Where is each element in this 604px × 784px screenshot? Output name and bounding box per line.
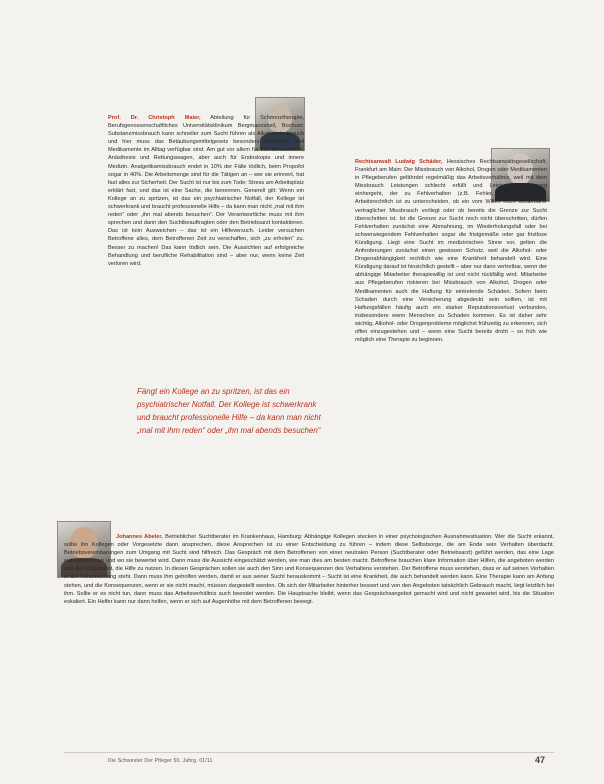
body-abeler: Betrieblicher Suchtberater im Krankenhaus, Hamburg: Abhängige Kollegen stecken in einer psychologischen Ausnahmesituation. Wer die Sucht erkannt, sollte ihn Kollegen oder Vorgesetzte dann ansprechen, diese Ansprechen ist zu einer Entscheidung zu führen – indem diese Selbstsorge, die am Ende sein Verhalten überdacht. Betriebsvereinbarungen zum Umgang mit Sucht sind hilfreich. Das Gespräch mit dem Betroffenen von einer neutralen Person (Suchtberater oder Betriebsarzt) geführt werden, das eine Lage wahrgenommen und wo sie bewertet wird. Dann muss die Aussicht eingeschätzt werden, wie man dies am besten macht. Betroffene brauchen klare Information über Hilfen, die angeboten werden und die Möglichkeit, die Hilfe zu nutzen. In diesen Gesprächen sollen sie auch den Sinn und Konsequenzen des Verhaltens verstehen. Der Betroffene muss verstehen, dass er auf seinen Verhalten in der Verantwortung steht. Dann muss ihm geholfen werden, damit er aus seiner Sucht herauskommt – Sucht ist eine Krankheit, die auch behandelt werden kann. Eine Therapie kann am Anfang stehen, und die Konsequenzen, wenn er sie nicht macht, müssen dargestellt werden. Ob sich der Mitarbeiter hinterher bessert und von den Angeboten tatsächlich Gebrauch macht, liegt letztlich bei ihm. Sollte er es nicht tun, dann muss das Arbeitsverhältnis auch beendet werden. Die Hauptsache bleibt, wenn das Gesprächsangebot gemacht wird und nicht gewartet wird, bis die Situation eskaliert. Ein Helfer kann nur dann helfen, wenn er sich auf Augenhöhe mit dem Betroffenen bewegt.: [64, 534, 554, 605]
name-schaeder: Rechtsanwalt Ludwig Schäder,: [355, 159, 443, 165]
footer-rule: [64, 752, 554, 753]
body-schaeder: Hessisches Rechtsanwaltsgesellschaft, Frankfurt am Main: Der Missbrauch von Alkohol, Drogen oder Medikamenten in Pflegeberufen gefährdet regelmäßig das Arbeitsverhältnis, weil mit dem Missbrauch Leistungen schlecht erfüllt und Leistungsverweigerung einhergeht, der zu Fehlverhalten (z.B. Fehler, Fehlzeiten) führt. Arbeitsrechtlich ist zu unterscheiden, ob ein vom Willen noch steuerbarer vertraglicher Missbrauch vorliegt oder ob bereits die Grenze zur Sucht überschritten ist. Ist die Grenze zur Sucht noch nicht überschritten, dürfen Fehlverhalten zunächst eine Abmahnung, im Wiederholungsfall oder bei schwerwiegendem Fehlverhalten sogar die fristgemäße oder gar fristlose Kündigung. Liegt eine Sucht im medizinischen Sinne vor, gelten die Anforderungen zunächst einen gewissen Schutz, weil die Alkohol- oder Drogenabhängigkeit rechtlich wie eine Krankheit behandelt wird. Eine Kündigung darauf ist hinsichtlich gestellt – aber nur dann vertretbar, wenn der abhängige Mitarbeiter therapiewillig ist und nicht rückfällig wird. Mitarbeiter aus Pflegeberufen riskieren bei Missbrauch von Alkohol, Drogen oder Medikamenten auch die Haftung für eintretende Schäden. Sofern beim Schaden durch eine Versicherung abgedeckt sein sollten, ist mit Haftungsfällen häufig auch ein starker Reputationsverlust verbunden, insbesondere wenn Menschen zu Schaden kommen. Es ist daher sehr wichtig, Alkohol- oder Drogenprobleme möglichst frühzeitig zu erkennen, sich offen einzugestehen und – wenn eine Sucht bereits droht – so früh wie möglich eine Therapie zu beginnen.: [355, 159, 547, 344]
statement-abeler: [64, 533, 554, 606]
statement-abeler-text: [64, 533, 554, 606]
statement-schaeder: [355, 158, 547, 344]
page-number: 47: [535, 755, 546, 765]
statement-maier-text: [108, 114, 304, 268]
statement-schaeder-text: [355, 158, 547, 344]
pull-quote: Fängt ein Kollege an zu spritzen, ist das ein psychiatrischer Notfall. Der Kollege ist schwerkrank und braucht professionelle Hilfe – da kann man nicht „mal mit ihm reden“ oder „ihn mal abends besuchen“: [137, 387, 321, 435]
name-abeler: Johannes Abeler,: [116, 534, 163, 540]
name-maier: Prof. Dr. Christoph Maier,: [108, 115, 201, 121]
statement-maier: [108, 114, 304, 268]
body-maier: Abteilung für Schmerztherapie, Berufsgenossenschaftliches Universitätsklinikum Bergmannsheil, Bochum: Substanzmissbrauch kann schneller zum Sucht führen als Alkoholmissbrauch und hier muss das Betäubungsmittelgesetz besonders gefährdet, weil Medikamente im Alltag verfügbar sind. Am gut vor allem für Intensivstationen, Anästhesie und Rettungswagen, aber auch für Endoskopie und innere Medizin. Analgetikamissbrauch endet in 10% der Fälle tödlich, beim Propofol sogar in 40%. Die Arbeitsmenge sind für die Tätigen an – wer sie erinnert, hat fast alles zur Sicherheit. Der Sucht ist nur bis zum Tode: Stress am Arbeitsplatz erklärt fast, und das ist eine Sache, die benennen. Generell gilt: Wenn ein Kollege an zu spritzen, ist das ein psychiatrischer Notfall, der Kollege ist schwerkrank und braucht professionelle Hilfe – da kann man nicht „mal mit ihm reden“ oder „ihn mal abends besuchen“. Der Verantwortliche muss mit ihm sprechen und dann den Suchtbeauftragten oder den Betriebsarzt kontaktieren. Das ist kein Ausweichen – das ist ein Hilfeversuch. Leider versuchen Betroffene alles, dem Betroffenen Zeit zu verschaffen, sich „zu erholen“ zu. Besser zu machen! Das kann tödlich sein. Die Aussichten auf erfolgreiche Behandlung und berufliche Rehabilitation sind – aber nur, wenn keine Zeit verloren wird.: [108, 115, 304, 267]
footer-publication: Die Schwester Der Pfleger 50. Jahrg. 01/11: [108, 758, 213, 764]
